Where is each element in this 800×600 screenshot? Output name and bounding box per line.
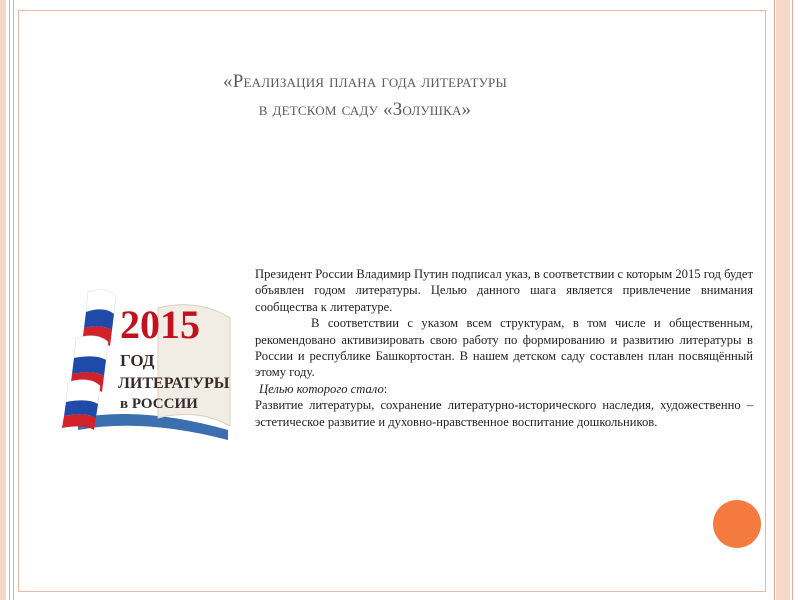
year-of-literature-poster [48,268,236,448]
left-decor-line-2 [13,0,14,600]
right-decor-line-2 [792,0,793,600]
title-line-1: «Реализация плана года литературы [223,71,507,92]
poster-line-1: ГОД [120,351,155,370]
goal-label: Целью которого стало [259,381,384,396]
left-decor-line [9,0,10,600]
goal-heading [255,381,753,397]
goal-colon: : [383,381,388,396]
slide-body [255,266,753,430]
slide-title [150,68,580,124]
paragraph-2: В соответствии с указом всем структурам, в том числе и общественным, рекомендовано активизировать свою работу по формированию и развитию литературы в России и республике Башкортостан. В нашем детском саду составлен план посвящённый этому году. [255,316,753,380]
paragraph-1: Президент России Владимир Путин подписал указ, в соответствии с которым 2015 год будет объявлен годом литературы. Целью данного шага является привлечение внимания сообщества к литературе. [255,267,753,314]
right-decor-bar [776,0,790,600]
accent-circle [713,500,761,548]
goal-text: Развитие литературы, сохранение литературно-исторического наследия, художественно – эстетическое развитие и духовно-нравственное воспитание дошкольников. [255,398,753,429]
poster-line-3: в РОССИИ [120,396,198,412]
title-line-2: в детском саду «Золушка» [258,99,472,120]
poster-line-2: ЛИТЕРАТУРЫ [118,375,230,392]
left-decor-bar [0,0,6,600]
poster-year: 2015 [120,302,200,347]
right-decor-line [774,0,775,600]
